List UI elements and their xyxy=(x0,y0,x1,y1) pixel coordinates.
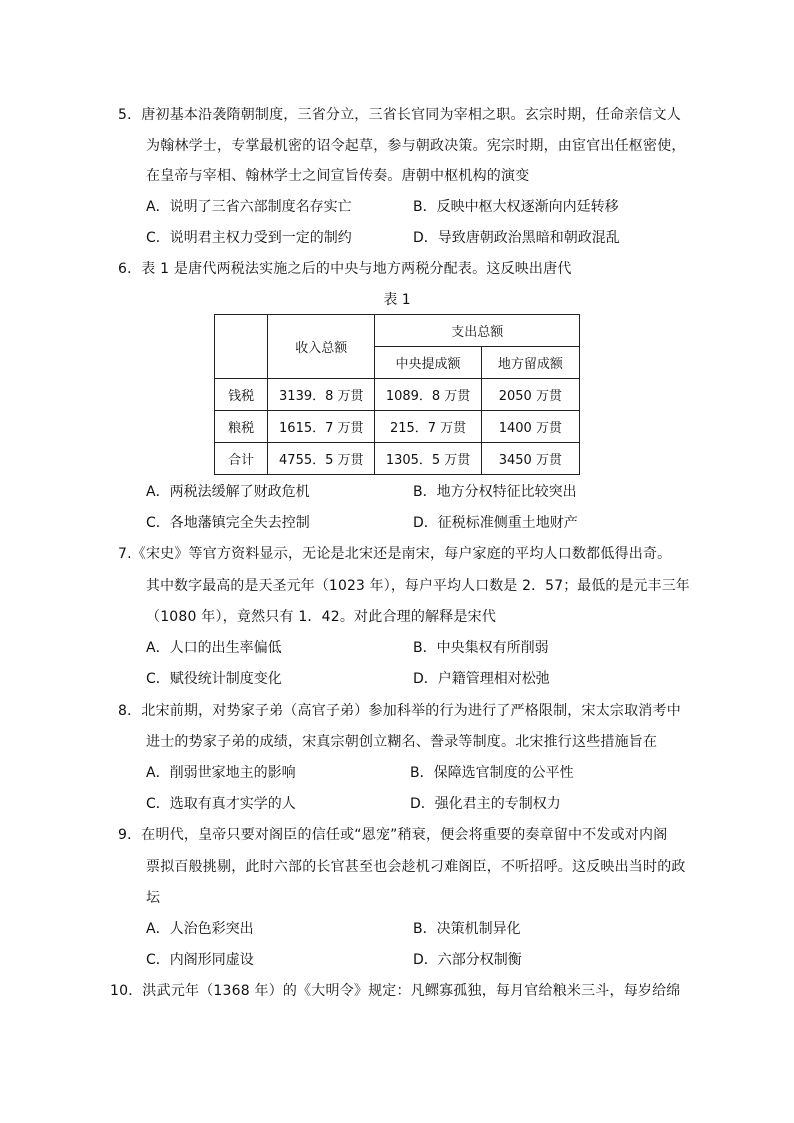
question-7-option-b[interactable]: B．中央集权有所削弱 xyxy=(413,640,549,656)
table-caption: 表 1 xyxy=(383,292,411,308)
tax-distribution-table xyxy=(214,314,580,475)
question-7-stem-line-3: （1080 年），竟然只有 1．42。对此合理的解释是宋代 xyxy=(146,609,497,625)
table-row xyxy=(215,379,580,411)
question-7-stem-line-1: 7.《宋史》等官方资料显示，无论是北宋还是南宋，每户家庭的平均人口数都低得出奇。 xyxy=(118,546,672,562)
question-8-option-b[interactable]: B．保障选官制度的公平性 xyxy=(410,765,574,781)
question-6-option-b[interactable]: B．地方分权特征比较突出 xyxy=(413,484,577,500)
question-10-stem-line-1: 10．洪武元年（1368 年）的《大明令》规定：凡鳏寡孤独，每月官给粮米三斗，每岁给绵 xyxy=(110,983,681,999)
question-9-option-b[interactable]: B．决策机制异化 xyxy=(413,921,521,937)
question-7-stem-line-2: 其中数字最高的是天圣元年（1023 年），每户平均人口数是 2．57；最低的是元丰三年 xyxy=(146,578,690,594)
question-6-option-c[interactable]: C．各地藩镇完全失去控制 xyxy=(146,515,310,531)
header-income: 收入总额 xyxy=(268,315,375,379)
question-5-stem-line-3: 在皇帝与宰相、翰林学士之间宣旨传奏。唐朝中枢机构的演变 xyxy=(146,168,530,184)
table-corner-cell xyxy=(215,315,268,379)
header-expense: 支出总额 xyxy=(375,315,580,347)
question-9-stem-line-2: 票拟百般挑剔，此时六部的长官甚至也会趁机刁难阁臣，不听招呼。这反映出当时的政 xyxy=(146,859,686,875)
row-central: 215．7 万贯 xyxy=(375,411,481,443)
question-9-option-a[interactable]: A．人治色彩突出 xyxy=(146,921,254,937)
question-8-option-d[interactable]: D．强化君主的专制权力 xyxy=(410,796,561,812)
row-income: 3139．8 万贯 xyxy=(268,379,375,411)
question-5-option-a[interactable]: A．说明了三省六部制度名存实亡 xyxy=(146,199,352,215)
question-5-stem-line-2: 为翰林学士，专掌最机密的诏令起草，参与朝政决策。宪宗时期，由宦官出任枢密使， xyxy=(146,138,686,154)
row-local: 2050 万贯 xyxy=(481,379,579,411)
table-row xyxy=(215,443,580,475)
question-8-option-a[interactable]: A．削弱世家地主的影响 xyxy=(146,765,296,781)
question-5-stem-line-1: 5．唐初基本沿袭隋朝制度，三省分立，三省长官同为宰相之职。玄宗时期，任命亲信文人 xyxy=(118,107,681,123)
question-5-option-d[interactable]: D．导致唐朝政治黑暗和朝政混乱 xyxy=(413,230,620,246)
question-5-option-c[interactable]: C．说明君主权力受到一定的制约 xyxy=(146,230,352,246)
row-income: 1615．7 万贯 xyxy=(268,411,375,443)
question-7-option-a[interactable]: A．人口的出生率偏低 xyxy=(146,640,282,656)
question-5-option-b[interactable]: B．反映中枢大权逐渐向内廷转移 xyxy=(413,199,619,215)
row-central: 1305．5 万贯 xyxy=(375,443,481,475)
row-central: 1089．8 万贯 xyxy=(375,379,481,411)
row-name: 钱税 xyxy=(215,379,268,411)
row-local: 3450 万贯 xyxy=(481,443,579,475)
row-name: 粮税 xyxy=(215,411,268,443)
question-7-option-c[interactable]: C．赋役统计制度变化 xyxy=(146,671,282,687)
question-8-stem-line-1: 8．北宋前期，对势家子弟（高官子弟）参加科举的行为进行了严格限制，宋太宗取消考中 xyxy=(118,703,681,719)
header-central: 中央提成额 xyxy=(375,347,481,379)
question-6-stem-line-1: 6．表 1 是唐代两税法实施之后的中央与地方两税分配表。这反映出唐代 xyxy=(118,261,572,277)
question-8-option-c[interactable]: C．选取有真才实学的人 xyxy=(146,796,296,812)
row-name: 合计 xyxy=(215,443,268,475)
question-6-option-d[interactable]: D．征税标准侧重土地财产 xyxy=(413,515,578,531)
question-7-option-d[interactable]: D．户籍管理相对松弛 xyxy=(413,671,550,687)
question-6-option-a[interactable]: A．两税法缓解了财政危机 xyxy=(146,484,310,500)
table-row xyxy=(215,411,580,443)
header-local: 地方留成额 xyxy=(481,347,579,379)
question-9-stem-line-1: 9．在明代，皇帝只要对阁臣的信任或“恩宠”稍衰，便会将重要的奏章留中不发或对内阁 xyxy=(118,827,668,843)
question-9-option-d[interactable]: D．六部分权制衡 xyxy=(413,952,522,968)
question-8-stem-line-2: 进士的势家子弟的成绩，宋真宗朝创立糊名、誊录等制度。北宋推行这些措施旨在 xyxy=(146,734,658,750)
question-9-stem-line-3: 坛 xyxy=(146,890,161,906)
row-income: 4755．5 万贯 xyxy=(268,443,375,475)
question-9-option-c[interactable]: C．内阁形同虚设 xyxy=(146,952,254,968)
row-local: 1400 万贯 xyxy=(481,411,579,443)
